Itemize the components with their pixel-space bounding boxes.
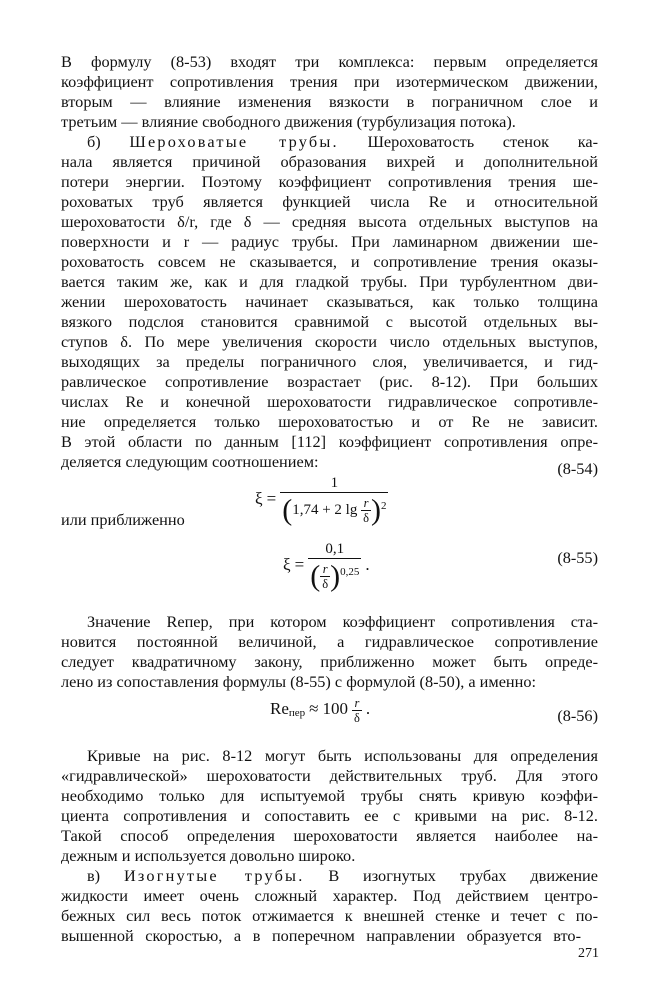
section-heading-line bbox=[87, 132, 598, 152]
paragraph-line: Кривые на рис. 8-12 могут быть использованы для определения bbox=[87, 746, 598, 765]
paragraph-line: поверхности и r — радиус трубы. При ламинарном движении ше- bbox=[61, 232, 598, 251]
section-title: Шероховатые трубы. bbox=[129, 132, 339, 151]
period: . bbox=[365, 699, 371, 719]
equation-number: (8-56) bbox=[557, 706, 598, 725]
paragraph-line: В формулу (8-53) входят три комплекса: первым определяется bbox=[61, 52, 598, 71]
paragraph-line: дежным и используется довольно широко. bbox=[61, 846, 356, 865]
paragraph-line: следует квадратичному закону, приближенно может быть опреде- bbox=[61, 652, 598, 671]
paragraph-line: ние определяется только шероховатостью и от Re не зависит. bbox=[61, 412, 598, 431]
section-heading-line bbox=[87, 866, 598, 886]
main-fraction bbox=[308, 540, 361, 593]
section-line-rest: Шероховатость стенок ка- bbox=[367, 132, 599, 151]
paragraph-line: необходимо только для испытуемой трубы снять кривую коэффи- bbox=[61, 786, 598, 805]
paragraph-line: роховатость совсем не сказывается, и сопротивление трения оказы- bbox=[61, 252, 598, 271]
paragraph-line: «гидравлической» шероховатости действительных труб. Для этого bbox=[61, 766, 598, 785]
equation-number: (8-54) bbox=[557, 459, 598, 478]
paragraph-line: равлическое сопротивление возрастает (рис. 8-12). При больших bbox=[61, 372, 598, 391]
period: . bbox=[365, 555, 370, 575]
paragraph-line: ступов δ. По мере увеличения скорости число отдельных выступов, bbox=[61, 332, 598, 351]
fraction bbox=[352, 696, 362, 725]
left-paren: ( bbox=[282, 493, 293, 527]
paragraph-line: вязкого подслоя становится сравнимой с высотой отдельных вы- bbox=[61, 312, 598, 331]
paragraph-line: вторым — влияние изменения вязкости в пограничном слое и bbox=[61, 92, 598, 111]
paragraph-line: потери энергии. Поэтому коэффициент сопротивления трения ше- bbox=[61, 172, 598, 191]
paragraph-line: лено из сопоставления формулы (8-55) с формулой (8-50), а именно: bbox=[61, 672, 537, 691]
paragraph-line: третьим — влияние свободного движения (турбулизация потока). bbox=[61, 112, 516, 131]
left-paren: ( bbox=[310, 559, 321, 593]
page-number: 271 bbox=[578, 946, 599, 961]
paragraph-line: новится постоянной величиной, а гидравлическое сопротивление bbox=[61, 632, 598, 651]
equation-8-55 bbox=[283, 540, 370, 593]
approx-sign: ≈ bbox=[309, 699, 319, 719]
paragraph-line: бежных сил весь поток отжимается к внешней стенке и течет с по- bbox=[61, 906, 598, 925]
paragraph-line: вышенной скоростью, а в поперечном направлении образуется вто- bbox=[61, 926, 581, 945]
inner-numerator: r bbox=[322, 562, 328, 577]
right-paren: ) bbox=[370, 493, 381, 527]
inner-numerator: r bbox=[363, 496, 369, 511]
paragraph-line: выходящих за пределы пограничного слоя, увеличивается, и гид- bbox=[61, 352, 598, 371]
right-paren: ) bbox=[330, 559, 341, 593]
numerator: 0,1 bbox=[325, 541, 345, 557]
paragraph-line: шероховатости δ/r, где δ — средняя высота отдельных выступов на bbox=[61, 212, 598, 231]
section-marker: в) bbox=[87, 866, 101, 885]
main-fraction bbox=[280, 474, 388, 527]
paragraph-line: нала является причиной образования вихрей и дополнительной bbox=[61, 152, 598, 171]
inner-fraction bbox=[361, 496, 371, 525]
xi-symbol: ξ bbox=[255, 489, 263, 509]
paragraph-line: коэффициент сопротивления трения при изотермическом движении, bbox=[61, 72, 598, 91]
inner-fraction bbox=[320, 562, 330, 591]
denominator bbox=[308, 559, 361, 593]
re-subscript: пер bbox=[288, 707, 306, 720]
section-title: Изогнутые трубы. bbox=[123, 866, 305, 885]
equation-number: (8-55) bbox=[557, 548, 598, 567]
exponent: 0,25 bbox=[340, 566, 360, 578]
section-line-rest: В изогнутых трубах движение bbox=[328, 866, 598, 885]
paragraph-line: Значение Reпер, при котором коэффициент сопротивления ста- bbox=[87, 612, 598, 631]
numerator: r bbox=[354, 696, 360, 710]
text-line: или приближенно bbox=[61, 510, 185, 529]
re-symbol: Re bbox=[270, 699, 289, 719]
inner-denominator: δ bbox=[363, 511, 369, 526]
paragraph-line: числах Re и конечной шероховатости гидравлическое сопротивле- bbox=[61, 392, 598, 411]
paragraph-line: роховатых труб является функцией числа Re и относительной bbox=[61, 192, 598, 211]
paragraph-line: жении шероховатость начинает сказываться, как только толщина bbox=[61, 292, 598, 311]
equation-8-56 bbox=[270, 696, 370, 725]
denominator bbox=[280, 493, 388, 527]
exponent: 2 bbox=[380, 500, 387, 512]
paragraph-line: Такой способ определения шероховатости является наиболее на- bbox=[61, 826, 598, 845]
xi-symbol: ξ bbox=[283, 555, 291, 575]
coefficient: 100 bbox=[322, 699, 349, 719]
paragraph-line: циента сопротивления и сопоставить ее с кривыми на рис. 8-12. bbox=[61, 806, 598, 825]
inner-denominator: δ bbox=[322, 577, 329, 592]
equals-sign: = bbox=[266, 489, 277, 509]
equation-8-54 bbox=[255, 474, 388, 527]
paragraph-line: деляется следующим соотношением: bbox=[61, 452, 319, 471]
numerator: 1 bbox=[330, 475, 339, 491]
paragraph-line: В этой области по данным [112] коэффициент сопротивления опре- bbox=[61, 432, 598, 451]
denominator: δ bbox=[354, 711, 360, 725]
paragraph-line: жидкости имеет очень сложный характер. Под действием центро- bbox=[61, 886, 598, 905]
section-marker: б) bbox=[87, 132, 101, 151]
paragraph-line: вается таким же, как и для гладкой трубы. При турбулентном дви- bbox=[61, 272, 598, 291]
inner-expression: 1,74 + 2 lg bbox=[292, 502, 358, 518]
equals-sign: = bbox=[294, 555, 305, 575]
